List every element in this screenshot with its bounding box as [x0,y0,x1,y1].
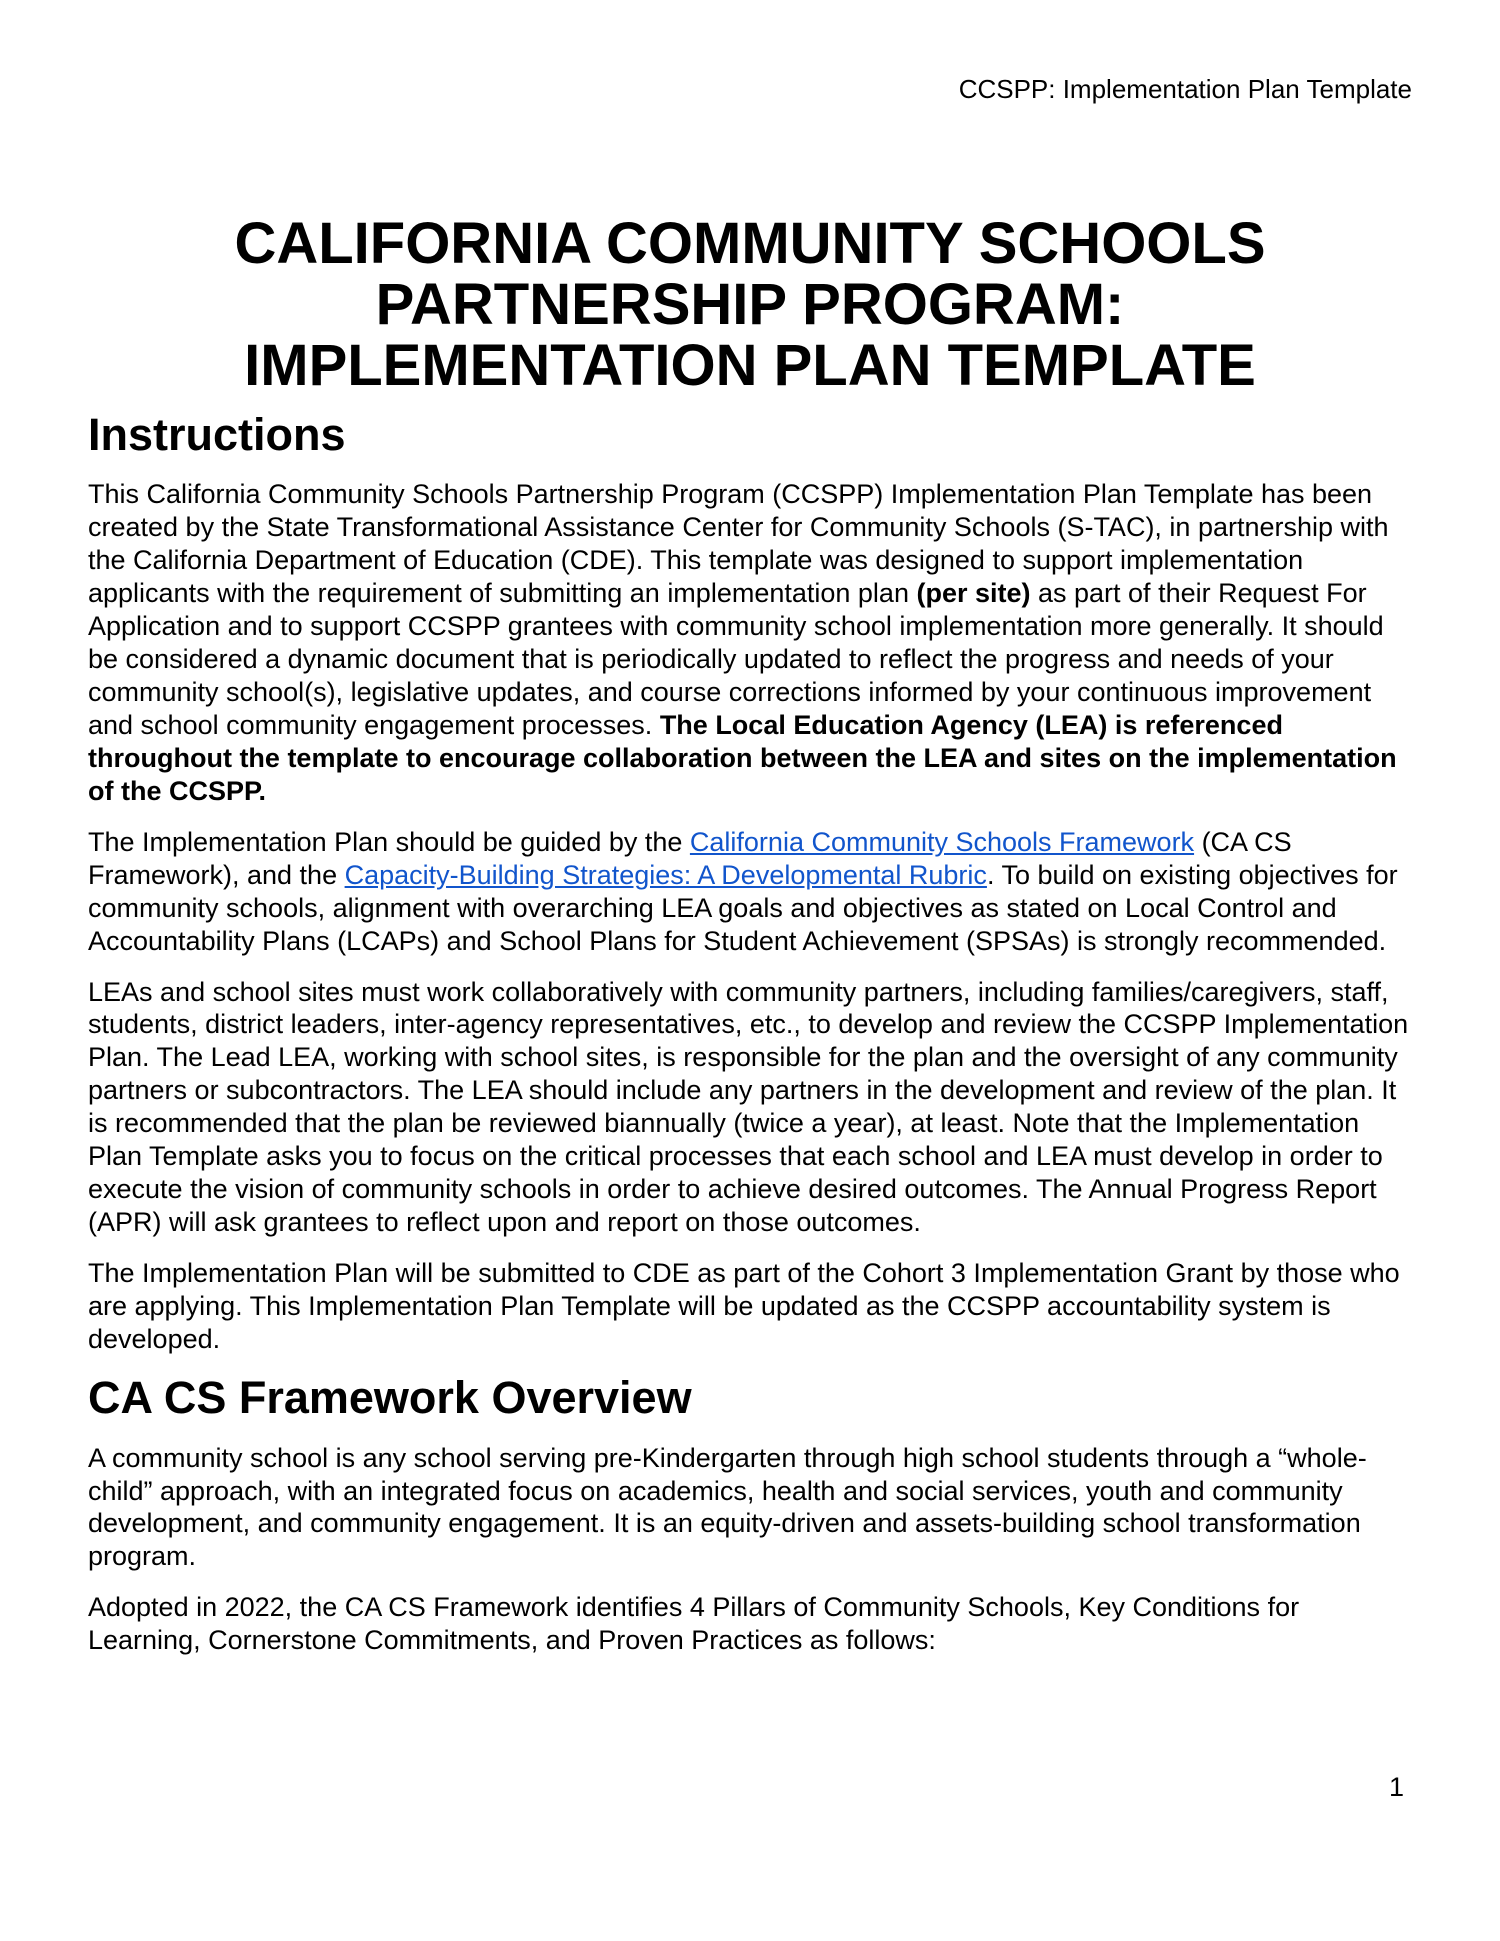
text-run: . To build on existing objectives for community schools, alignment with overarching LEA goals and objectives as stated on Local Control and Accountability Plans (LCAPs) and School Plans for Student Achievement (SPSAs) is strongly recommended. [88,859,1398,956]
hyperlink[interactable]: California Community Schools Framework [689,826,1195,857]
document-body [88,0,1412,1657]
paragraph-framework-2 [88,1591,1412,1657]
document-title-line2: IMPLEMENTATION PLAN TEMPLATE [244,332,1256,398]
text-run: The Implementation Plan should be guided by the [88,826,690,857]
section-heading-instructions: Instructions [88,408,346,460]
bold-text-run: The Local Education Agency (LEA) is referenced throughout the template to encourage collaboration between the LEA and sites on the implementation of the CCSPP. [88,709,1397,806]
paragraph-instructions-4 [88,1257,1412,1356]
text-run: Adopted in 2022, the CA CS Framework identifies 4 Pillars of Community Schools, Key Conditions for Learning, Cornerstone Commitments, and Proven Practices as follows: [88,1592,1300,1656]
paragraph-instructions-1 [88,478,1412,807]
hyperlink[interactable]: Capacity-Building Strategies: A Developmental Rubric [344,859,987,890]
document-title-line1: CALIFORNIA COMMUNITY SCHOOLS PARTNERSHIP PROGRAM: [234,211,1266,337]
page-number: 1 [1388,1772,1404,1802]
paragraph-framework-1 [88,1442,1412,1574]
text-run: The Implementation Plan will be submitted to CDE as part of the Cohort 3 Implementation Grant by those who are applying. This Implementation Plan Template will be updated as the CCSPP accountability system is developed. [88,1258,1400,1354]
text-run: LEAs and school sites must work collaboratively with community partners, including families/caregivers, staff, students, district leaders, inter-agency representatives, etc., to develop and review the CCSPP Implementation Plan. The Lead LEA, working with school sites, is responsible for the plan and the oversight of any community partners or subcontractors. The LEA should include any partners in the development and review of the plan. It is recommended that the plan be reviewed biannually (twice a year), at least. Note that the Implementation Plan Template asks you to focus on the critical processes that each school and LEA must develop in order to execute the vision of community schools in order to achieve desired outcomes. The Annual Progress Report (APR) will ask grantees to reflect upon and report on those outcomes. [88,976,1409,1238]
text-run: A community school is any school serving pre-Kindergarten through high school students through a “whole-child” approach, with an integrated focus on academics, health and social services, youth and community development, and community engagement. It is an equity-driven and assets-building school transformation program. [88,1442,1367,1572]
text-run: as part of their Request For Application and to support CCSPP grantees with community school implementation more generally. It should be considered a dynamic document that is periodically updated to reflect the progress and needs of your community school(s), legislative updates, and course corrections informed by your continuous improvement and school community engagement processes. [88,578,1384,740]
paragraph-instructions-3 [88,976,1412,1240]
bold-text-run: (per site) [916,578,1031,609]
text-run: This California Community Schools Partnership Program (CCSPP) Implementation Plan Template has been created by the State Transformational Assistance Center for Community Schools (S-TAC), in partnership with the California Department of Education (CDE). This template was designed to support implementation applicants with the requirement of submitting an implementation plan [88,479,1389,609]
paragraph-instructions-2 [88,826,1412,958]
running-header: CCSPP: Implementation Plan Template [958,74,1412,104]
document-title [88,211,1412,398]
section-heading-ca-cs-framework-overview: CA CS Framework Overview [88,1371,692,1423]
text-run: (CA CS Framework), and the [88,826,1292,890]
